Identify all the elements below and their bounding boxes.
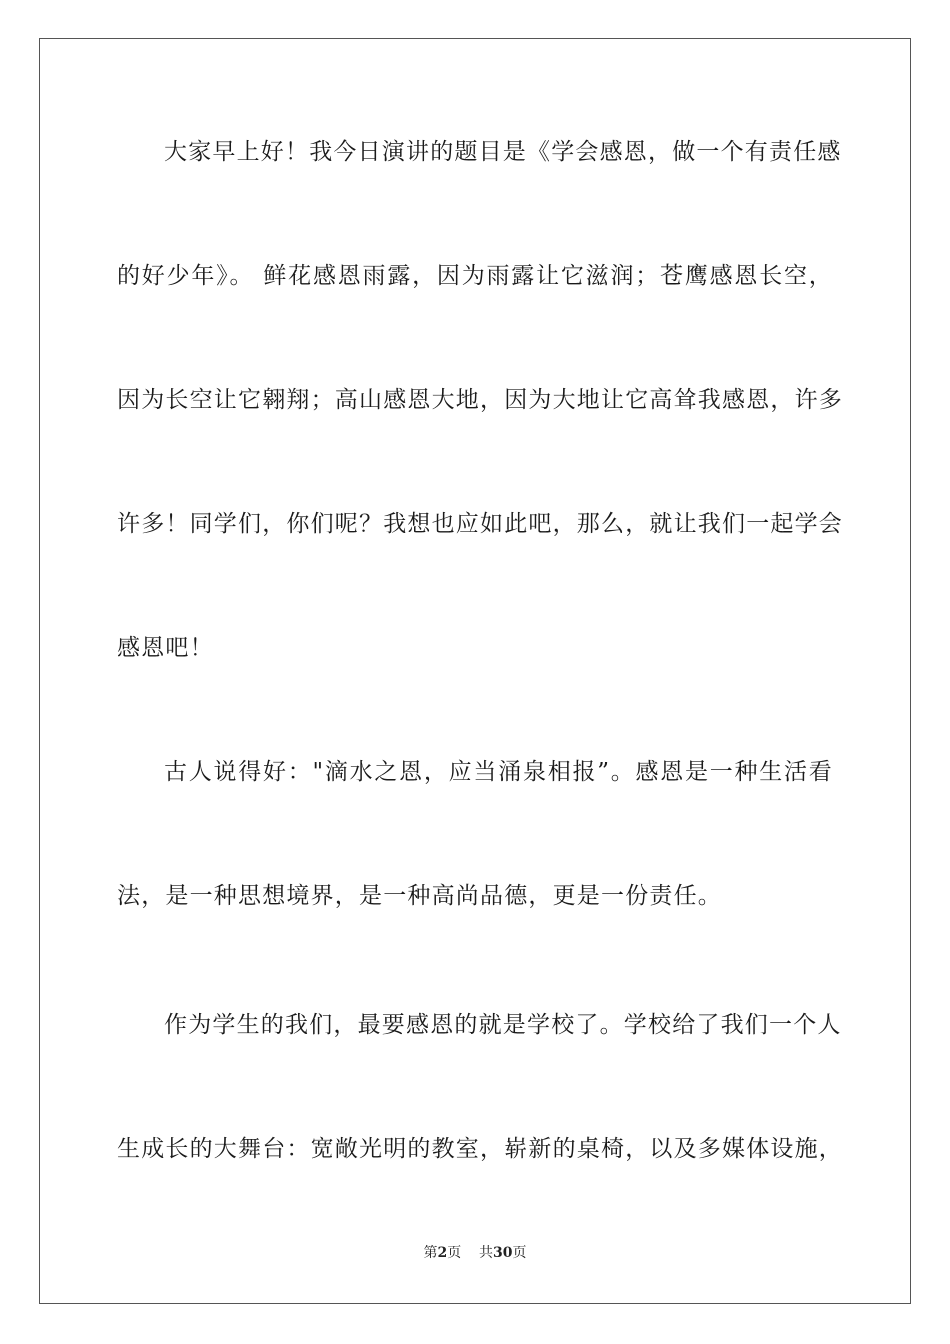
paragraph-3-line-2: 生成长的大舞台：宽敞光明的教室，崭新的桌椅，以及多媒体设施，: [117, 1136, 843, 1162]
page-prefix: 第: [423, 1245, 438, 1261]
page-frame: [39, 38, 911, 1304]
paragraph-2-line-1: 古人说得好："滴水之恩，应当涌泉相报”。感恩是一种生活看: [164, 759, 833, 785]
paragraph-3-line-1: 作为学生的我们，最要感恩的就是学校了。学校给了我们一个人: [164, 1012, 842, 1038]
page-number: 2: [437, 1245, 448, 1261]
paragraph-1-line-1: 大家早上好！我今日演讲的题目是《学会感恩，做一个有责任感: [164, 139, 842, 165]
total-pages: 30: [493, 1245, 513, 1261]
paragraph-1-line-5: 感恩吧！: [117, 635, 214, 661]
paragraph-1-line-3: 因为长空让它翱翔；高山感恩大地，因为大地让它高耸我感恩，许多: [117, 387, 843, 413]
page-footer: [0, 1244, 950, 1262]
paragraph-2-line-2: 法，是一种思想境界，是一种高尚品德，更是一份责任。: [117, 883, 722, 909]
page-suffix: 页: [447, 1245, 462, 1261]
paragraph-1-line-4: 许多！同学们，你们呢？我想也应如此吧，那么，就让我们一起学会: [117, 511, 843, 537]
paragraph-1-line-2: 的好少年》。 鲜花感恩雨露，因为雨露让它滋润；苍鹰感恩长空，: [117, 263, 833, 289]
total-prefix: 共: [479, 1245, 494, 1261]
total-suffix: 页: [512, 1245, 527, 1261]
